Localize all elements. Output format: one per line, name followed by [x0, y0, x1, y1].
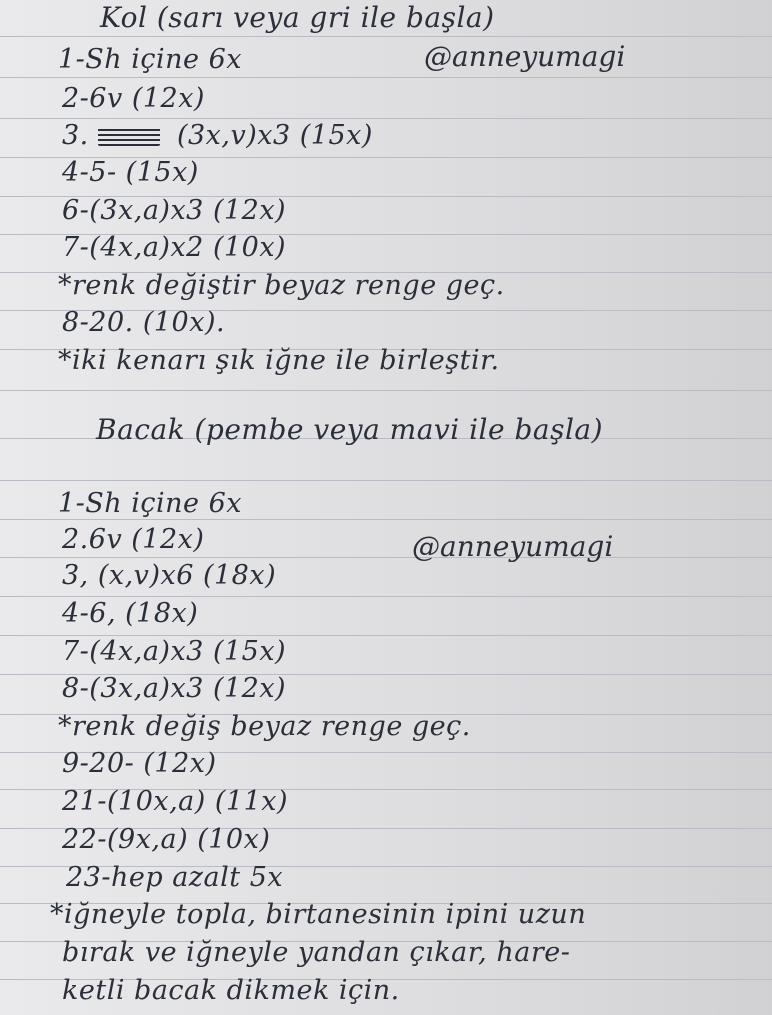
bacak-row-2: [0, 522, 772, 558]
bacak-row-text: 9-20- (12x): [62, 748, 217, 779]
bacak-note-text: ketli bacak dikmek için.: [62, 975, 400, 1006]
bacak-row-7: [0, 709, 772, 745]
kol-row-6: [0, 230, 772, 266]
scribbled-out-mark: [98, 128, 160, 146]
bacak-row-11: [0, 860, 772, 896]
kol-row-text: 2-6v (12x): [62, 83, 205, 114]
bacak-row-text: 23-hep azalt 5x: [66, 862, 284, 893]
kol-row-1: [0, 42, 772, 78]
watermark-kol: @anneyumagi: [424, 40, 626, 73]
bacak-row-6: [0, 671, 772, 707]
kol-row-3: [0, 118, 772, 154]
bacak-row-text: 8-(3x,a)x3 (12x): [62, 673, 287, 704]
kol-row-2: [0, 81, 772, 117]
bacak-row-text: 7-(4x,a)x3 (15x): [62, 636, 287, 667]
ruled-line: [0, 36, 772, 37]
bacak-row-4: [0, 596, 772, 632]
kol-heading-line: [0, 0, 772, 36]
kol-row-7: [0, 268, 772, 304]
kol-row-text: *iki kenarı şık iğne ile birleştir.: [58, 345, 500, 376]
kol-row-text: (3x,v)x3 (15x): [176, 120, 373, 151]
bacak-note-text: bırak ve iğneyle yandan çıkar, hare-: [62, 937, 571, 968]
bacak-heading-line: [0, 412, 772, 448]
kol-row-text: *renk değiştir beyaz renge geç.: [58, 270, 505, 301]
kol-row-3-prefix: 3.: [62, 120, 89, 151]
bacak-row-1: [0, 486, 772, 522]
bacak-title: Bacak (pembe veya mavi ile başla): [96, 413, 604, 446]
bacak-row-9: [0, 784, 772, 820]
bacak-row-8: [0, 746, 772, 782]
bacak-row-text: 3, (x,v)x6 (18x): [62, 560, 277, 591]
kol-row-text: 1-Sh içine 6x: [58, 44, 243, 75]
kol-title: Kol (sarı veya gri ile başla): [100, 1, 495, 34]
kol-row-9: [0, 343, 772, 379]
bacak-note-text: *iğneyle topla, birtanesinin ipini uzun: [50, 899, 587, 930]
bacak-row-text: 22-(9x,a) (10x): [62, 824, 271, 855]
watermark-bacak: @anneyumagi: [412, 530, 614, 563]
kol-row-text: 6-(3x,a)x3 (12x): [62, 195, 287, 226]
kol-row-4: [0, 155, 772, 191]
bacak-note-1: [0, 897, 772, 933]
kol-row-text: 8-20. (10x).: [62, 307, 226, 338]
bacak-row-text: 2.6v (12x): [62, 524, 205, 555]
bacak-row-text: 1-Sh içine 6x: [58, 488, 243, 519]
ruled-line: [0, 480, 772, 481]
bacak-row-10: [0, 822, 772, 858]
ruled-line: [0, 390, 772, 391]
kol-row-5: [0, 193, 772, 229]
kol-row-text: 4-5- (15x): [62, 157, 199, 188]
bacak-row-text: *renk değiş beyaz renge geç.: [58, 711, 471, 742]
bacak-row-3: [0, 558, 772, 594]
kol-row-text: 7-(4x,a)x2 (10x): [62, 232, 287, 263]
kol-row-8: [0, 305, 772, 341]
bacak-note-2: [0, 935, 772, 971]
bacak-row-5: [0, 634, 772, 670]
bacak-note-3: [0, 973, 772, 1009]
bacak-row-text: 4-6, (18x): [62, 598, 199, 629]
kol-row-3-content: [62, 118, 373, 154]
bacak-row-text: 21-(10x,a) (11x): [62, 786, 289, 817]
